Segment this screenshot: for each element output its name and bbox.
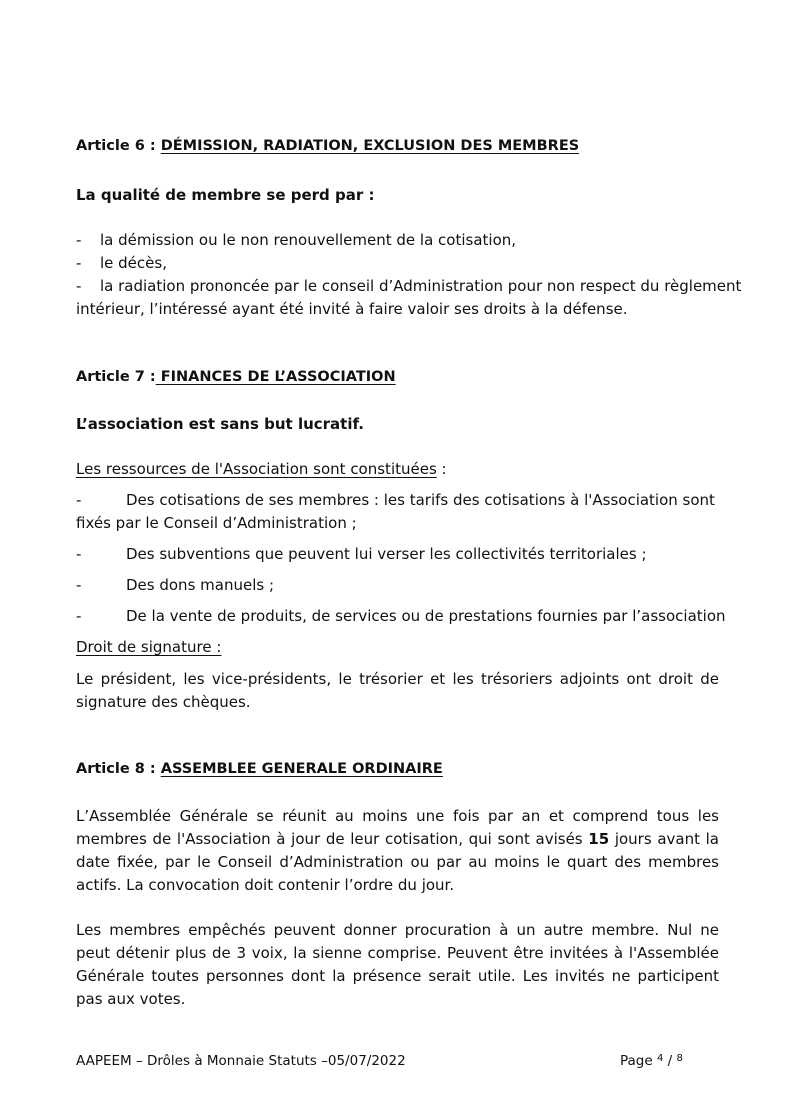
resources-heading-text: Les ressources de l'Association sont constituées bbox=[76, 460, 437, 478]
article-8-p1-before: L’Assemblée Générale se réunit au moins une fois par an et comprend tous les membres de l'Association à jour de leur cotisation, qui sont avisés bbox=[76, 807, 719, 848]
article-6-intro: La qualité de membre se perd par : bbox=[76, 186, 375, 204]
resource-item-3: Des dons manuels ; bbox=[126, 576, 275, 594]
resource-item-4: De la vente de produits, de services ou de prestations fournies par l’association bbox=[126, 607, 726, 625]
article-7-intro: L’association est sans but lucratif. bbox=[76, 415, 364, 433]
bullet-dash: - bbox=[76, 545, 82, 563]
article-6-item-2: le décès, bbox=[100, 254, 167, 272]
article-8-label: Article 8 : bbox=[76, 761, 161, 777]
article-6-title: DÉMISSION, RADIATION, EXCLUSION DES MEMBRES bbox=[160, 138, 580, 154]
bullet-dash: - bbox=[76, 254, 82, 272]
bullet-dash: - bbox=[76, 277, 82, 295]
article-6-heading bbox=[76, 138, 579, 154]
article-8-p1-days: 15 bbox=[588, 830, 610, 848]
resource-item-1-continuation: fixés par le Conseil d’Administration ; bbox=[76, 514, 357, 532]
page-separator: / bbox=[663, 1053, 677, 1069]
article-7-title: FINANCES DE L’ASSOCIATION bbox=[155, 369, 396, 385]
bullet-dash: - bbox=[76, 607, 82, 625]
article-6-item-1: la démission ou le non renouvellement de la cotisation, bbox=[100, 231, 517, 249]
article-7-label: Article 7 : bbox=[76, 369, 156, 385]
signature-heading: Droit de signature : bbox=[76, 638, 222, 656]
article-6-item-3: la radiation prononcée par le conseil d’Administration pour non respect du règlement bbox=[100, 277, 742, 295]
page-label: Page bbox=[620, 1053, 657, 1069]
page-total: 8 bbox=[676, 1053, 683, 1064]
article-8-paragraph-1 bbox=[76, 805, 719, 897]
bullet-dash: - bbox=[76, 491, 82, 509]
resources-heading bbox=[76, 460, 447, 478]
article-7-heading bbox=[76, 369, 396, 385]
article-6-item-3-continuation: intérieur, l’intéressé ayant été invité à faire valoir ses droits à la défense. bbox=[76, 300, 628, 318]
article-8-heading bbox=[76, 761, 443, 777]
resources-heading-colon: : bbox=[436, 460, 447, 478]
article-6-label: Article 6 : bbox=[76, 138, 161, 154]
footer-left: AAPEEM – Drôles à Monnaie Statuts –05/07/2022 bbox=[76, 1053, 406, 1069]
bullet-dash: - bbox=[76, 231, 82, 249]
footer-page-number bbox=[620, 1053, 683, 1069]
article-8-title: ASSEMBLEE GENERALE ORDINAIRE bbox=[160, 761, 443, 777]
article-8-p1-after: jours avant la date fixée, par le Conseil d’Administration ou par au moins le quart des membres actifs. La convocation doit contenir l’ordre du jour. bbox=[76, 830, 719, 894]
resource-item-2: Des subventions que peuvent lui verser les collectivités territoriales ; bbox=[126, 545, 647, 563]
bullet-dash: - bbox=[76, 576, 82, 594]
signature-text: Le président, les vice-présidents, le trésorier et les trésoriers adjoints ont droit de signature des chèques. bbox=[76, 670, 719, 711]
resource-item-1: Des cotisations de ses membres : les tarifs des cotisations à l'Association sont bbox=[126, 491, 715, 509]
article-8-paragraph-2: Les membres empêchés peuvent donner procuration à un autre membre. Nul ne peut détenir plus de 3 voix, la sienne comprise. Peuvent être invitées à l'Assemblée Générale toutes personnes dont la présence serait utile. Les invités ne participent pas aux votes. bbox=[76, 921, 719, 1008]
page-current: 4 bbox=[656, 1053, 664, 1064]
